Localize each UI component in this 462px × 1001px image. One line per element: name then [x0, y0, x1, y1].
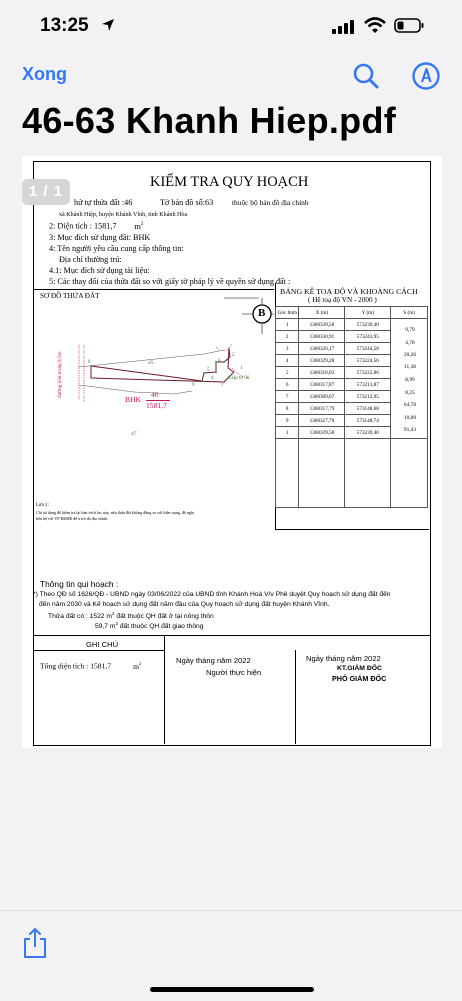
table-row: 3 1368326,17 573244,58 [276, 343, 428, 355]
bottom-toolbar [0, 910, 462, 1001]
divider [295, 650, 296, 744]
cellular-signal-icon [332, 20, 354, 34]
distance-value: 4,78 [405, 340, 415, 346]
done-button[interactable]: Xong [22, 64, 67, 84]
info-line: Thửa đất có : 1522 $m^2$ đất thuộc QH đất ở tại nông thôn [48, 611, 214, 621]
svg-text:7: 7 [221, 384, 224, 389]
pdf-page[interactable] [22, 156, 442, 748]
search-icon[interactable] [352, 62, 380, 90]
map-sheet-number: Tờ bản đồ số:63 [160, 198, 214, 207]
signer-right-1: KT.GIÁM ĐỐC [337, 665, 382, 672]
changes-line: 5: Các thay đổi của thửa đất so với giấy tờ pháp lý về quyền sử dụng đất : [49, 277, 291, 286]
address-line: Địa chỉ thường trú: [59, 255, 122, 264]
date-left: Ngày tháng năm 2022 [176, 656, 251, 665]
info-line: *) Theo QĐ số 1626/QĐ - UBND ngày 03/06/2022 của UBND tỉnh Khánh Hoà V/v Phê duyệt Quy hoạch sử dụng đất đến [33, 591, 391, 598]
svg-text:4: 4 [211, 376, 214, 381]
compass-letter: B [258, 307, 266, 319]
table-subtitle: ( Hệ toạ độ VN - 2000 ) [308, 296, 377, 304]
share-icon[interactable] [22, 927, 48, 959]
table-header: Góc thửa [276, 307, 299, 319]
distance-value: 11,38 [404, 364, 416, 370]
svg-text:6: 6 [218, 359, 221, 364]
signer-left: Người thực hiện [206, 668, 262, 677]
notes-column-title: GHI CHÚ [86, 640, 119, 649]
compass-icon [224, 298, 274, 334]
table-header: X (m) [299, 307, 345, 319]
divider [164, 635, 165, 744]
table-row: 7 1368309,67 573212,95 [276, 391, 428, 403]
wifi-icon [364, 17, 386, 34]
notes-text: liên hệ với VP ĐKĐĐ để trích đo địa chính. [36, 516, 108, 521]
distance-value: 64,78 [403, 402, 417, 408]
svg-text:1: 1 [240, 366, 243, 371]
land-use-line: 3: Mục đích sử dụng đất: BHK [49, 233, 151, 242]
divider [275, 529, 429, 530]
location-arrow-icon [101, 18, 115, 32]
table-row: 1 1368339,58 573239,40 [276, 319, 428, 331]
table-row: 9 1368327,79 573148,74 [276, 415, 428, 427]
map-parcel-number: 46 [151, 390, 159, 399]
distance-value: 8,25 [405, 390, 415, 396]
total-area: Tổng diện tích : 1581,7 $m^2$ [40, 661, 142, 671]
status-bar [0, 0, 462, 52]
distance-value: 8,99 [405, 377, 415, 383]
info-title: Thông tin qui hoạch : [40, 579, 119, 589]
svg-text:8: 8 [88, 360, 91, 365]
requester-line: 4: Tên người yêu cầu cung cấp thông tin: [49, 244, 184, 253]
svg-text:9: 9 [192, 383, 195, 388]
table-row: 6 1368317,87 573213,87 [276, 379, 428, 391]
notes-text: Chỉ sử dụng để kiểm tra lại bản trích lục này, nếu thửa đất không đúng so với hiện trạng, đề nghị [36, 510, 195, 515]
distance-value: 20,26 [403, 352, 417, 358]
document-title: 46-63 Khanh Hiep.pdf [22, 100, 397, 141]
distance-value: 9,79 [405, 327, 415, 333]
location-line: xã Khánh Hiệp, huyện Khánh Vĩnh, tỉnh Khánh Hòa [59, 212, 188, 218]
map-neighbor-top: 45 [148, 360, 154, 366]
map-land-code: BHK [125, 395, 142, 404]
info-line: đến năm 2030 và Kế hoạch sử dụng đất năm đầu của Quy hoạch sử dụng đất huyện Khánh Vĩnh. [39, 601, 330, 608]
map-neighbor-bottom: 47 [131, 431, 137, 437]
table-row: 4 1368329,28 573224,56 [276, 355, 428, 367]
table-row: 1 1368339,58 573239,40 [276, 427, 428, 439]
date-right: Ngày tháng năm 2022 [306, 654, 381, 663]
navigation-bar [0, 52, 462, 102]
distance-value: 10,00 [403, 415, 417, 421]
pdf-heading: KIỂM TRA QUY HOẠCH [150, 174, 309, 190]
battery-icon [394, 18, 424, 33]
svg-text:3: 3 [227, 358, 230, 363]
svg-text:2: 2 [232, 353, 235, 358]
page-indicator: 1 / 1 [22, 179, 70, 205]
table-title: BẢNG KÊ TOẠ ĐỘ VÀ KHOẢNG CÁCH [280, 287, 418, 296]
purpose-line: 4.1: Mục đích sử dụng tài liệu: [49, 266, 150, 275]
svg-text:5: 5 [207, 368, 210, 373]
distance-value: 91,43 [403, 427, 417, 433]
table-header: S (m) [391, 307, 428, 319]
sketch-title: SƠ ĐỒ THỬA ĐẤT [40, 292, 100, 300]
divider [34, 650, 164, 651]
area-line: 2: Diện tích : 1581,7 $m^2$ [49, 221, 144, 231]
map-road-label: đường liên trong 9,5m [57, 351, 63, 398]
info-line: 59,7 $m^2$ đất thuộc QH đất giao thông [95, 621, 204, 631]
parcel-sketch-map [34, 290, 274, 530]
map-parcel-area: 1581,7 [146, 401, 167, 410]
divider [34, 635, 430, 636]
markup-icon[interactable] [411, 61, 441, 91]
cadastral-set: thuộc bộ bản đồ địa chính [232, 198, 309, 207]
status-time: 13:25 [40, 15, 89, 36]
notes-title: Lưu ý: [36, 503, 49, 508]
home-indicator[interactable] [150, 987, 314, 992]
signer-right-2: PHÓ GIÁM ĐỐC [332, 674, 387, 683]
table-row: 2 1368330,91 573243,95 [276, 331, 428, 343]
table-header: Y (m) [345, 307, 391, 319]
table-row: 8 1368317,79 573148,68 [276, 403, 428, 415]
parcel-number: hử tự thửa đất :46 [74, 198, 133, 207]
map-right-label: Giáp tờ 56 [228, 376, 250, 381]
table-row: 5 1368318,03 573222,86 [276, 367, 428, 379]
